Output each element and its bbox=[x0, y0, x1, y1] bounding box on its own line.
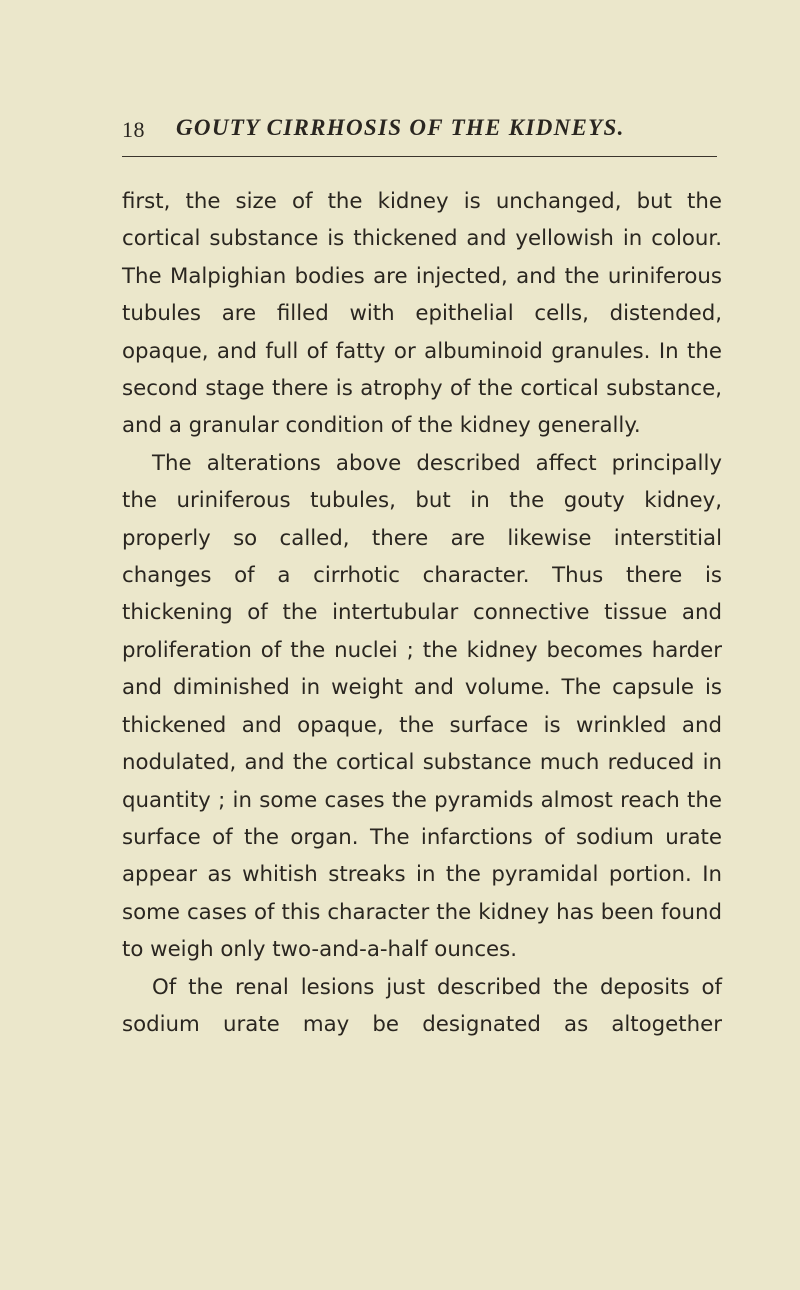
header-rule bbox=[122, 156, 717, 157]
page-header bbox=[122, 113, 722, 147]
body-text bbox=[122, 183, 722, 1043]
paragraph-continued: first, the size of the kidney is unchanged, but the cortical substance is thickened and yellowish in colour. The Malpighian bodies are injected, and the uriniferous tubules are filled with epithelial cells, distended, opaque, and full of fatty or albuminoid granules. In the second stage there is atrophy of the cortical substance, and a granular condition of the kidney generally. bbox=[122, 189, 722, 439]
page-number: 18 bbox=[122, 117, 145, 142]
paragraph-alterations: The alterations above described affect principally the uriniferous tubules, but in the gouty kidney, properly so called, there are likewise interstitial changes of a cirrhotic character. Thus there is thickening of the intertubular connective tissue and proliferation of the nuclei ; the kidney becomes harder and diminished in weight and volume. The capsule is thickened and opaque, the surface is wrinkled and nodulated, and the cortical substance much reduced in quantity ; in some cases the pyramids almost reach the surface of the organ. The infarctions of sodium urate appear as whitish streaks in the pyramidal portion. In some cases of this character the kidney has been found to weigh only two-and-a-half ounces. bbox=[122, 450, 722, 963]
paragraph-renal-lesions: Of the renal lesions just described the deposits of sodium urate may be designated as altogether bbox=[122, 974, 722, 1037]
running-title: GOUTY CIRRHOSIS OF THE KIDNEYS. bbox=[176, 115, 625, 140]
